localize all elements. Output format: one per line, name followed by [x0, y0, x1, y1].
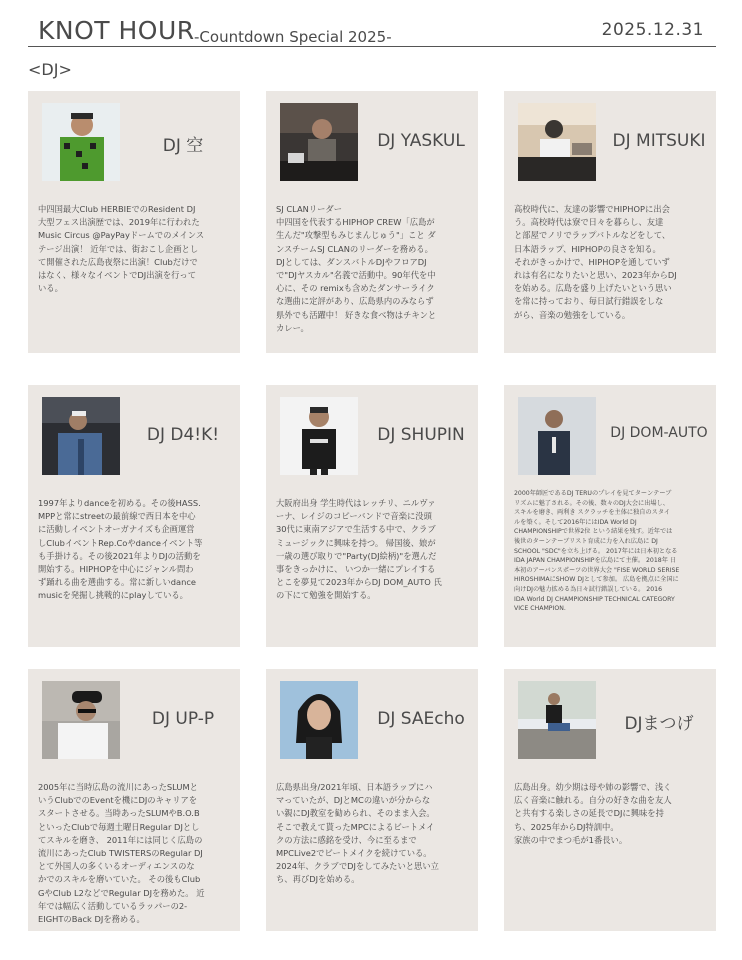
- dj-bio: 2000年師匠であるDJ TERUのプレイを見てターンテーブ リズムに魅了される。その後、数々のDJ大会に出場し、 スキルを磨き、両利き スクラッチを主体に独自のスタイ ルを築く。そして2016年にはIDA World DJ CHAMPIONSHIPで世界2位 という結果を残す。近年では 後世のターンテーブリスト育成に力を入れ広島に DJ SCHOOL "SDC"を立ち上げる。 2017年には日本初となる IDA JAPAN CHAMPIONSHIPを広島にて主催。 2018年 日 本初のアーバンスポーツの世界大会 "FISE WORLD SERISE HIROSHIMAにSHOW DJとして参加。 広島を拠点に全国に 向けDJの魅力拡める為日々試行錯誤している。 2016 IDA World DJ CHAMPIONSHIP TECHNICAL CATEGORY VICE CHAMPION.: [514, 490, 680, 613]
- dj-photo-mitsuki: [518, 103, 596, 181]
- dj-name: DJ SHUPIN: [377, 425, 465, 445]
- dj-bio: 1997年よりdanceを初める。その後HASS. MPPと常にstreetの最前線で西日本を中心 に活動しイベントオーガナイズも企画運営 しClubイベントRep.Coやdanceイベント等 も手掛ける。その後2021年よりDJの活動を 開始する。HIPHOPを中心にジャンル問わ ず踊れる曲を選曲する。常に新しいdance musicを発掘し挑戦的にplayしている。: [38, 498, 203, 601]
- event-date: 2025.12.31: [601, 20, 704, 40]
- dj-card-d4k: [28, 385, 240, 647]
- event-subtitle: -Countdown Special 2025-: [194, 28, 392, 46]
- dj-name: DJまつげ: [624, 714, 694, 734]
- dj-bio: 広島県出身/2021年頃、日本語ラップにハ マっていたが、DJとMCの違いが分からな い親にDJ教室を勧められ、そのまま入会。 そこで教えて貰ったMPCによるビートメイ クの方法に感銘を受け、今に至るまで MPCLive2でビートメイクを続けている。 2024年、クラブでDJをしてみたいと思い立 ち、再びDJを始める。: [276, 782, 439, 885]
- dj-card-mitsuki: [504, 91, 716, 353]
- dj-name: DJ DOM-AUTO: [610, 425, 708, 441]
- dj-name: DJ YASKUL: [377, 131, 465, 151]
- dj-photo-matsuge: [518, 681, 596, 759]
- dj-card-saecho: [266, 669, 478, 931]
- page-header: [28, 14, 716, 47]
- dj-bio: 広島出身。幼少期は母や姉の影響で、浅く 広く音楽に触れる。自分の好きな曲を友人 と共有する楽しさの延長でDJに興味を持 ち、2025年からDJ特訓中。 家族の中でまつ毛が1番長い。: [514, 782, 672, 845]
- dj-photo-sora: [42, 103, 120, 181]
- dj-name: DJ MITSUKI: [612, 131, 706, 151]
- event-title: KNOT HOUR: [38, 16, 195, 45]
- dj-bio: 高校時代に、友達の影響でHIPHOPに出会 う。高校時代は寮で日々を暮らし、友達 と部屋でノリでラップバトルなどをして、 日本語ラップ、HIPHOPの良さを知る。 それがきっかけで、HIPHOPを通していず れは有名になりたいと思い、2023年からDJ を始める。広島を盛り上げたいという思い を常に持っており、毎日試行錯誤をしな がら、音楽の勉強をしている。: [514, 204, 677, 320]
- dj-name: DJ UP-P: [151, 709, 215, 729]
- dj-bio: SJ CLANリーダー 中四国を代表するHIPHOP CREW「広島が 生んだ"攻撃型もみじまんじゅう"」こと ダ ンスチームSJ CLANのリーダーを務める。 DJとしては、ダンスバトルDJやフロアDJ で"DJヤスカル"名義で活動中。90年代を中 心に、その remixも含めたダンサーライク な選曲に定評があり、広島県内のみならず 県外でも活躍中！ 好きな食べ物はチキンと カレー。: [276, 204, 437, 333]
- dj-name: DJ D4!K!: [146, 425, 220, 445]
- section-label: <DJ>: [28, 60, 72, 79]
- dj-photo-shupin: [280, 397, 358, 475]
- dj-bio: 大阪府出身 学生時代はレッチリ、ニルヴァ ーナ、レイジのコピーバンドで音楽に没頭 30代に東南アジアで生活する中で、クラブ ミュージックに興味を持つ。 帰国後、娘が 一歳の選び取りで"Party(DJ絵柄)"を選んだ 事をきっかけに、 いつか一緒にプレイする とこを夢見て2023年からDJ DOM_AUTO 氏 の下にて勉強を開始する。: [276, 498, 442, 601]
- dj-photo-yaskul: [280, 103, 358, 181]
- dj-bio: 中四国最大Club HERBIEでのResident DJ 大型フェス出演歴では、2019年に行われた Music Circus @PayPayドームでのメインス テージ出演！ 近年では、街おこし企画とし て開催された広島夜祭に出演！Clubだけで はなく、様々なイベントでDJ出演を行って いる。: [38, 204, 205, 294]
- dj-photo-d4k: [42, 397, 120, 475]
- dj-card-matsuge: [504, 669, 716, 931]
- dj-card-shupin: [266, 385, 478, 647]
- dj-card-sora: [28, 91, 240, 353]
- dj-card-dom-auto: [504, 385, 716, 647]
- dj-photo-up-p: [42, 681, 120, 759]
- dj-photo-dom-auto: [518, 397, 596, 475]
- dj-name: DJ 空: [162, 136, 204, 156]
- dj-bio: 2005年に当時広島の流川にあったSLUMと いうClubでのEventを機にDJのキャリアを スタートさせる。当時あったSLUMやB.O.B といったClubで毎週土曜日Regular DJとし てスキルを磨き、 2011年には同じく広島の 流川にあったClub TWISTERSのRegular DJ とて外国人の多くいるオーディエンスのな かでのスキルを磨いていた。 その後もClub GやClub L2などでRegular DJを務めた。 近 年では幅広く活動しているラッパーの2- EIGHTのBack DJを務める。: [38, 782, 205, 925]
- dj-card-yaskul: [266, 91, 478, 353]
- dj-card-up-p: [28, 669, 240, 931]
- dj-name: DJ SAEcho: [377, 709, 465, 729]
- dj-photo-saecho: [280, 681, 358, 759]
